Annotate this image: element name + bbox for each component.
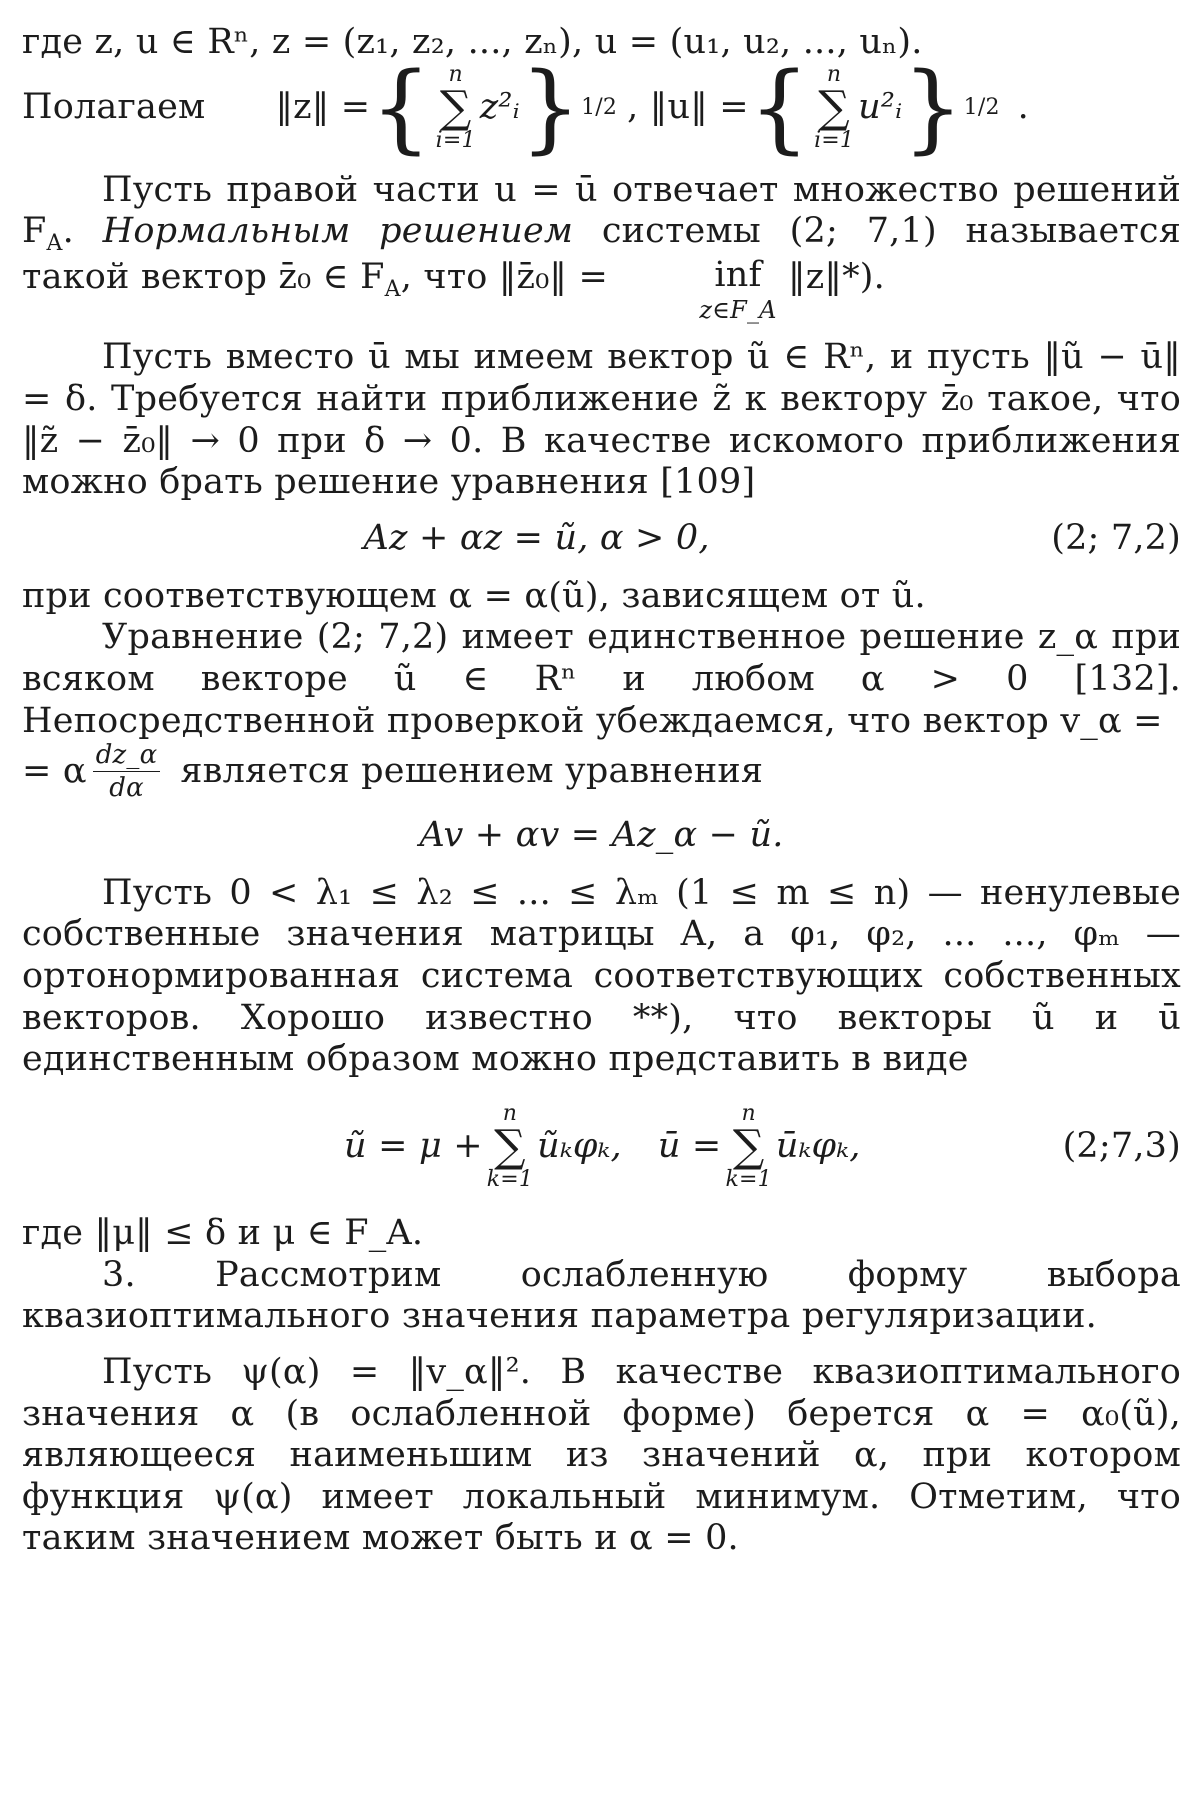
derivative-tail: является решением уравнения	[180, 750, 764, 791]
fraction-denominator: dα	[109, 773, 144, 804]
inf-word: inf	[714, 255, 762, 296]
right-brace-z: }	[519, 51, 582, 164]
sum-upper: n	[826, 61, 842, 87]
sigma-symbol: ∑	[732, 1121, 765, 1172]
equation-2-7-3	[22, 1103, 1181, 1191]
sum-u	[814, 61, 855, 153]
norm-z-term: z²ᵢ	[479, 86, 520, 127]
sum-lower: k=1	[725, 1167, 772, 1192]
equation-number: (2; 7,2)	[1051, 517, 1181, 558]
fraction-numerator: dz_α	[93, 742, 161, 772]
paragraph-quasi-optimal: Пусть ψ(α) = ‖v_α‖². В качестве квазиоптимального значения α (в ослабленной форме) берется α = α₀(ũ), являющееся наименьшим из значений α, при котором функция ψ(α) имеет локальный минимум. Отметим, что таким значением может быть и α = 0.	[22, 1351, 1181, 1559]
norm-u-lhs: , ‖u‖ =	[627, 86, 749, 127]
paragraph-section-3: 3. Рассмотрим ослабленную форму выбора квазиоптимального значения параметра регуляризации.	[22, 1254, 1181, 1337]
para1-emphasis: Нормальным решением	[102, 211, 574, 252]
sigma-symbol: ∑	[818, 81, 850, 133]
derivative-line	[22, 740, 1181, 804]
derivative-lead: = α	[22, 750, 87, 791]
paragraph-mu: где ‖μ‖ ≤ δ и μ ∈ F_A.	[22, 1213, 424, 1253]
norm-z-lhs: ‖z‖ =	[275, 86, 371, 127]
para1-sub-c: A	[384, 277, 401, 303]
right-brace-u: }	[902, 51, 964, 164]
sigma-symbol: ∑	[494, 1121, 526, 1172]
sum-z	[435, 61, 476, 153]
sum-upper: n	[448, 61, 463, 87]
sum-lower: k=1	[486, 1167, 534, 1192]
norm-lead-word: Полагаем	[22, 86, 206, 127]
eq73-lhs2: ū =	[657, 1126, 722, 1167]
eq73-lhs1: ũ = μ +	[344, 1126, 483, 1167]
exponent-u: 1/2	[963, 94, 1000, 120]
para1-text-b: .	[62, 211, 103, 252]
norm-u-term: u²ᵢ	[858, 86, 903, 127]
inf-subscript: z∈F_A	[699, 296, 777, 325]
equation-body	[22, 1103, 1063, 1191]
sum-k-2	[725, 1103, 771, 1191]
paragraph-alpha-choice: при соответствующем α = α(ũ), зависящем от ũ.	[22, 575, 926, 616]
exponent-z: 1/2	[581, 94, 618, 120]
sum-lower: i=1	[814, 127, 855, 153]
paragraph-normal-solution	[22, 170, 1181, 324]
sum-upper: n	[502, 1101, 518, 1126]
left-brace-u: {	[748, 51, 811, 164]
para1-sub-a: A	[46, 231, 63, 257]
equation-body: Az + αz = ũ, α > 0,	[363, 517, 710, 558]
equation-2-7-2	[22, 518, 1181, 560]
para1-text-a: Пусть правой части u = ū отвечает множество решений F	[22, 169, 1181, 252]
sigma-symbol: ∑	[439, 81, 472, 133]
eq73-term2: ūₖφₖ,	[775, 1126, 861, 1167]
paragraph-eigenvalues: Пусть 0 < λ₁ ≤ λ₂ ≤ ... ≤ λₘ (1 ≤ m ≤ n) — ненулевые собственные значения матрицы A, а φ₁, φ₂, ... ..., φₘ — ортонормированная система соответствующих собственных векторов. Хорошо известно **), что векторы ũ и ū единственным образом можно представить в виде	[22, 872, 1181, 1080]
norm-end: .	[1017, 86, 1029, 127]
para1-text-e: ‖z‖*).	[776, 257, 885, 298]
sum-k-1	[487, 1103, 533, 1191]
derivative-fraction	[93, 740, 161, 804]
equation-body: Av + αv = Az_α − ũ.	[419, 815, 784, 856]
left-brace-z: {	[370, 51, 432, 164]
norm-definitions	[22, 51, 1181, 164]
sum-lower: i=1	[435, 127, 476, 153]
paragraph-unique-solution: Уравнение (2; 7,2) имеет единственное решение z_α при всяком векторе ũ ∈ Rⁿ и любом α > 0 [132]. Непосредственной проверкой убеждаемся, что вектор v_α =	[22, 617, 1181, 741]
infimum	[619, 257, 776, 323]
para1-text-c: системы (2; 7,1) называется такой вектор z̄₀ ∈ F	[22, 211, 1182, 298]
eq73-term1: ũₖφₖ,	[537, 1126, 622, 1167]
sum-upper: n	[741, 1101, 756, 1126]
equation-v	[22, 815, 1181, 857]
para1-text-d: , что ‖z̄₀‖ =	[400, 257, 620, 298]
equation-number: (2;7,3)	[1062, 1126, 1181, 1167]
paragraph-approximation: Пусть вместо ū мы имеем вектор ũ ∈ Rⁿ, и пусть ‖ũ − ū‖ = δ. Требуется найти приближение z̃ к вектору z̄₀ такое, что ‖z̃ − z̄₀‖ → 0 при δ → 0. В качестве искомого приближения можно брать решение уравнения [109]	[22, 337, 1181, 503]
text-line-vectors: где z, u ∈ Rⁿ, z = (z₁, z₂, ..., zₙ), u = (u₁, u₂, ..., uₙ).	[22, 22, 923, 62]
